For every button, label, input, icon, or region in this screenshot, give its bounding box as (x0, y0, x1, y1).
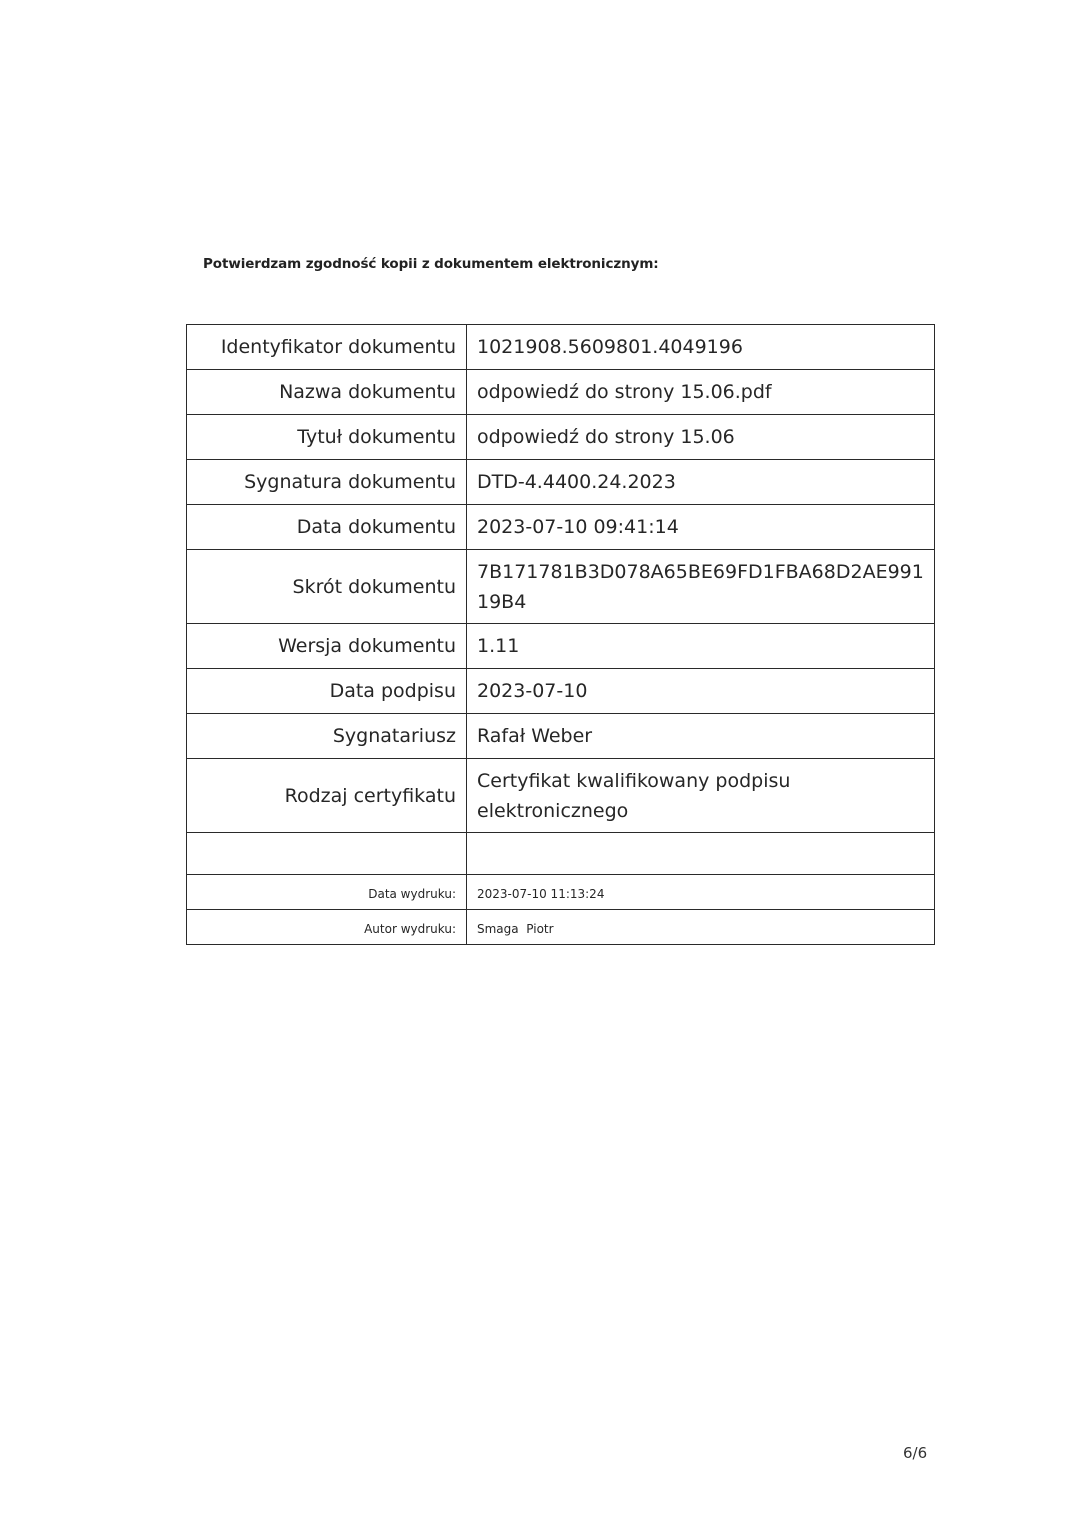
table-row-version (187, 624, 935, 669)
empty-value-cell (467, 833, 935, 875)
value-signature-ref: DTD-4.4400.24.2023 (467, 460, 935, 505)
value-signatory: Rafał Weber (467, 714, 935, 759)
table-row-signing-date (187, 669, 935, 714)
label-identifier: Identyfikator dokumentu (187, 325, 467, 370)
value-name: odpowiedź do strony 15.06.pdf (467, 370, 935, 415)
table-row-print-author (187, 910, 935, 945)
table-row-title (187, 415, 935, 460)
table-row-document-date (187, 505, 935, 550)
value-title: odpowiedź do strony 15.06 (467, 415, 935, 460)
value-version: 1.11 (467, 624, 935, 669)
label-certificate-type: Rodzaj certyfikatu (187, 759, 467, 833)
confirmation-note: Potwierdzam zgodność kopii z dokumentem elektronicznym: (203, 256, 659, 272)
table-row-print-date (187, 875, 935, 910)
value-signing-date: 2023-07-10 (467, 669, 935, 714)
page-number: 6/6 (903, 1444, 928, 1462)
label-document-date: Data dokumentu (187, 505, 467, 550)
label-title: Tytuł dokumentu (187, 415, 467, 460)
table-row-hash (187, 550, 935, 624)
table-row-certificate-type (187, 759, 935, 833)
table-row-name (187, 370, 935, 415)
label-print-author: Autor wydruku: (187, 910, 467, 945)
value-print-author: Smaga Piotr (467, 910, 935, 945)
table-row-identifier (187, 325, 935, 370)
table-row-signature-ref (187, 460, 935, 505)
value-hash: 7B171781B3D078A65BE69FD1FBA68D2AE99119B4 (467, 550, 935, 624)
label-print-date: Data wydruku: (187, 875, 467, 910)
empty-label-cell (187, 833, 467, 875)
document-metadata-table (186, 324, 935, 945)
label-name: Nazwa dokumentu (187, 370, 467, 415)
label-signing-date: Data podpisu (187, 669, 467, 714)
label-version: Wersja dokumentu (187, 624, 467, 669)
value-certificate-type: Certyfikat kwalifikowany podpisu elektronicznego (467, 759, 935, 833)
value-print-date: 2023-07-10 11:13:24 (467, 875, 935, 910)
label-signatory: Sygnatariusz (187, 714, 467, 759)
value-identifier: 1021908.5609801.4049196 (467, 325, 935, 370)
label-signature-ref: Sygnatura dokumentu (187, 460, 467, 505)
label-hash: Skrót dokumentu (187, 550, 467, 624)
table-row-empty (187, 833, 935, 875)
table-row-signatory (187, 714, 935, 759)
value-document-date: 2023-07-10 09:41:14 (467, 505, 935, 550)
